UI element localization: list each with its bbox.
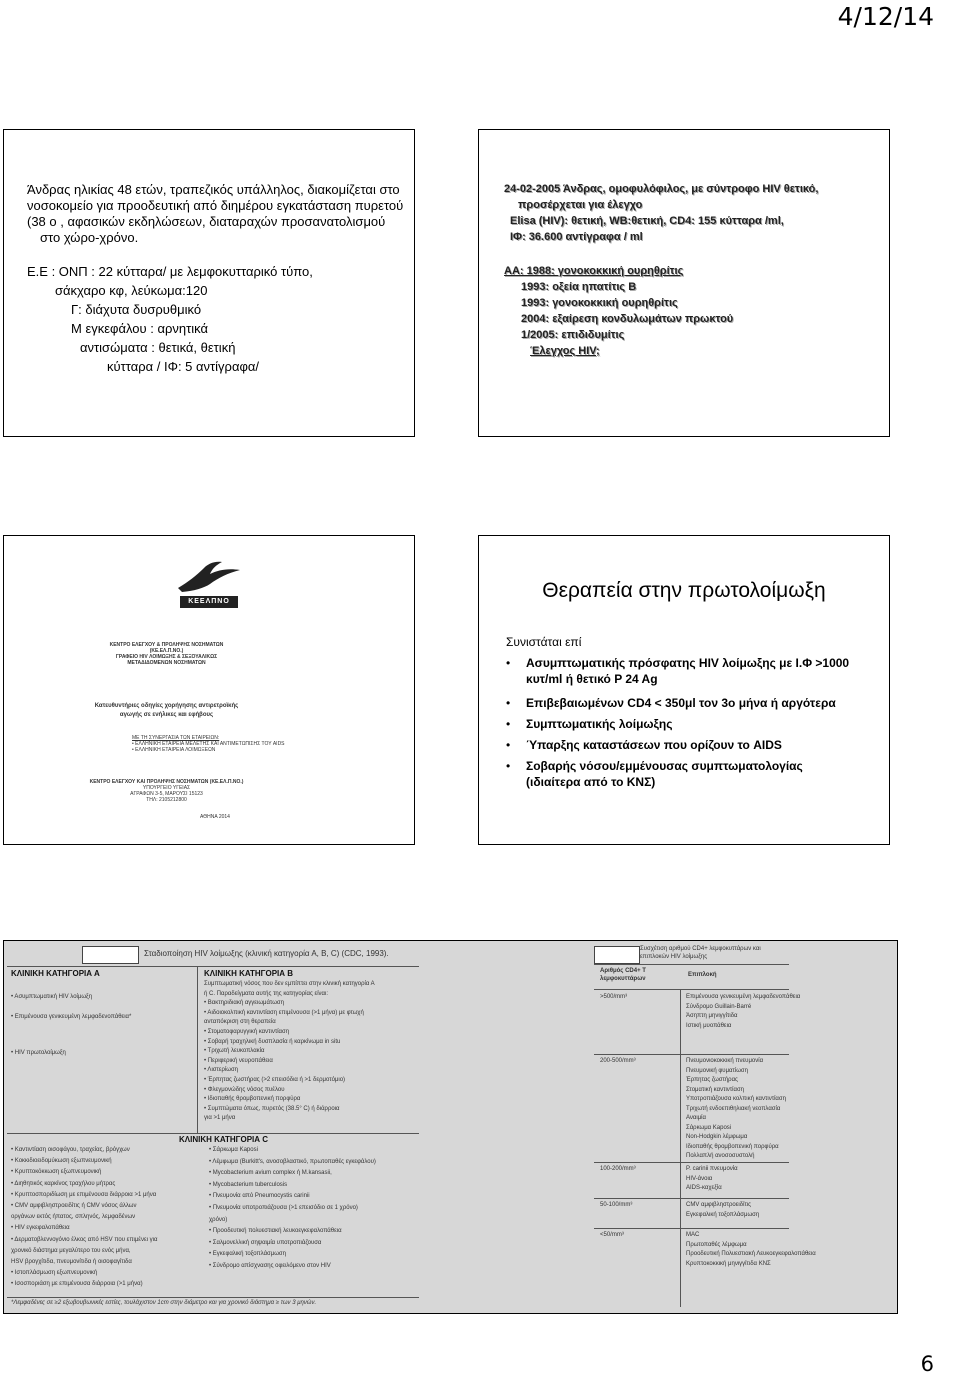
record-line: ΙΦ: 36.600 αντίγραφα / ml <box>510 231 643 243</box>
history-line: ΑΑ: 1988: γονοκοκκική ουρηθρίτις <box>504 265 684 277</box>
slide-title: Θεραπεία στην πρωτολοίμωξη <box>542 579 826 602</box>
keelpno-logo <box>174 558 244 616</box>
cat-a-item: • Επιμένουσα γενικευμένη λεμφαδενοπάθεια* <box>11 1014 132 1020</box>
row-divider <box>594 1198 789 1199</box>
record-line: προσέρχεται για έλεγχο <box>518 199 643 211</box>
case-line: στο χώρο-χρόνο. <box>40 230 139 245</box>
case-line: κύτταρα / ΙΦ: 5 αντίγραφα/ <box>107 359 260 374</box>
complication-item: Πνευμονιοκοκκική πνευμονία <box>686 1058 764 1064</box>
complication-item: Επιμένουσα γενικευμένη λεμφαδενοπάθεια <box>686 994 801 1000</box>
slide-primary-infection-therapy <box>478 535 890 845</box>
list-item: • Βακτηριδιακή αγγειωμάτωση <box>204 1000 284 1007</box>
cd4-range: <50/mm³ <box>600 1232 624 1238</box>
list-item: ή C. Παραδείγματα αυτής της κατηγορίας είναι: <box>204 990 329 997</box>
complication-item: AIDS-καχεξία <box>686 1185 722 1191</box>
list-item: • Mycobacterium tuberculosis <box>209 1181 288 1188</box>
list-item: • Λιστερίωση <box>204 1067 238 1074</box>
list-item: • Καντιντίαση οισοφάγου, τραχείας, βρόγχων <box>11 1147 130 1153</box>
complication-item: Προοδευτική Πολυεστιακή Λευκοεγκεφαλοπάθεια <box>686 1251 816 1257</box>
list-item: • Εγκεφαλική τοξοπλάσμωση <box>209 1251 286 1258</box>
list-item: για >1 μήνα <box>204 1115 236 1122</box>
list-item: • Περιφερική νευροπάθεια <box>204 1057 273 1064</box>
cat-a-item: • HIV πρωτολοίμωξη <box>11 1050 66 1056</box>
list-item: • Σάρκωμα Kaposi <box>209 1147 258 1153</box>
complication-item: Non-Hodgkin λέμφωμα <box>686 1134 748 1140</box>
doc-title-line: Κατευθυντήριες οδηγίες χορήγησης αντιρετροϊκής <box>94 703 239 709</box>
doc-footer-line: ΑΓΡΑΦΩΝ 3-5, ΜΑΡΟΥΣΙ 15123 <box>130 791 203 797</box>
list-item: • Προοδευτική πολυεστιακή λευκοεγκεφαλοπάθεια <box>209 1228 342 1235</box>
list-item: • Κρυπτοκόκκωση εξωπνευμονική <box>11 1169 102 1176</box>
list-item: • Σαλμονελλική σηψαιμία υποτροπιάζουσα <box>209 1239 322 1246</box>
complication-item: Πρωτοπαθές λέμφωμα <box>686 1241 747 1248</box>
slide-patient-record <box>478 129 890 437</box>
case-line: Άνδρας ηλικίας 48 ετών, τραπεζικός υπάλληλος, διακομίζεται στο <box>27 182 400 197</box>
list-item: • Συμπτώματα όπως, πυρετός (38.5° C) ή διάρροια <box>204 1105 340 1112</box>
list-item: • Στοματοφαρυγγική καντιντίαση <box>204 1029 290 1035</box>
doc-place: ΑΘΗΝΑ 2014 <box>200 814 230 820</box>
list-item: • Κρυπτοσποριδίωση με επιμένουσα διάρροια >1 μήνα <box>11 1191 157 1198</box>
staging-footnote: *Λεμφαδένες σε ≥2 εξωβουβωνικές εστίες, τουλάχιστον 1cm στην διάμετρο και για χρονικό διάστημα ≥ των 3 μηνών. <box>11 1300 317 1306</box>
list-item: • Τριχωτή λευκοπλακία <box>204 1048 265 1055</box>
list-item: χρόνο) <box>209 1216 228 1223</box>
title-label-box <box>594 946 640 964</box>
complication-item: Στοματική καντιντίαση <box>686 1086 744 1093</box>
history-line: Έλεγχος HIV; <box>530 345 600 357</box>
history-line: 1993: οξεία ηπατίτις Β <box>521 281 637 293</box>
list-item: • Mycobacterium avium complex ή M.kansasii, <box>209 1170 332 1177</box>
cat-a-item: • Ασυμπτωματική HIV λοίμωξη <box>11 994 93 1000</box>
doc-title-line: αγωγής σε ενήλικες και εφήβους <box>119 712 214 718</box>
list-item: οργάνων εκτός ήπατος, σπληνός, λεμφαδένων <box>11 1214 136 1221</box>
complication-item: Έρπητας ζωστήρας <box>686 1077 738 1083</box>
bullet-item: • Επιβεβαιωμένων CD4 < 350μl τον 3ο μήνα ή αργότερα <box>526 695 836 711</box>
complication-item: Υποτροπιάζουσα κολπική καντιντίαση <box>686 1096 786 1102</box>
row-divider <box>594 1162 789 1163</box>
slide-case-history <box>3 129 415 437</box>
list-item: χρονικό διάστημα μεγαλύτερο του ενός μήνα, <box>11 1247 131 1254</box>
complication-item: MAC <box>686 1232 700 1238</box>
complication-item: Άσηπτη μηνιγγίτιδα <box>686 1013 738 1019</box>
list-item: • Σοβαρή τραχηλική δυσπλασία ή καρκίνωμα in situ <box>204 1038 341 1045</box>
complication-item: Κρυπτοκοκκική μηνιγγίτιδα ΚΝΣ <box>686 1260 771 1267</box>
doc-header-line: (ΚΕ.ΕΛ.Π.ΝΟ.) <box>149 648 184 654</box>
bullet-item: • Σοβαρής νόσου/εμμένουσας συμπτωματολογίας (ιδιαίτερα από το ΚΝΣ) <box>526 758 803 790</box>
bullet-item: • Συμπτωματικής λοίμωξης <box>526 716 672 732</box>
list-item: • Ιδιοπαθής θρομβοπενική πορφύρα <box>204 1096 301 1103</box>
complication-col-header: Επιπλοκή <box>688 972 717 978</box>
staging-title: Σταδιοποίηση HIV λοίμωξης (κλινική κατηγορία Α, Β, C) (CDC, 1993). <box>144 949 389 958</box>
complication-item: Πνευμονική φυματίωση <box>686 1067 748 1074</box>
history-line: 1/2005: επιδιδυμίτις <box>521 329 625 341</box>
case-line: αντισώματα : θετικά, θετική <box>80 340 236 355</box>
complication-item: Εγκεφαλική τοξοπλάσμωση <box>686 1211 760 1218</box>
complication-item: Πολλαπλή ανοσοσυστολή <box>686 1153 755 1159</box>
case-line: Γ: διάχυτα δυσρυθμικό <box>71 302 202 317</box>
complication-item: Ιδιοπαθής θρομβοπενική πορφύρα <box>686 1143 779 1150</box>
bullet-item: • Ύπαρξης καταστάσεων που ορίζουν το AIDS <box>526 737 782 753</box>
case-line: (38 ο , αφασικών εκδηλώσεων, διαταραχών προσανατολισμού <box>27 214 386 229</box>
cd4-col-header: Αριθμός CD4+ Τ λεμφοκυττάρων <box>600 968 646 982</box>
cd4-range: 200-500/mm³ <box>600 1058 636 1064</box>
list-item: • HIV εγκεφαλοπάθεια <box>11 1225 70 1232</box>
list-item: • Σύνδρομο απίσχνασης οφειλόμενο στον HIV <box>209 1263 331 1269</box>
doc-footer-line: ΤΗΛ: 2105212800 <box>146 797 187 803</box>
cat-c-header: ΚΛΙΝΙΚΗ ΚΑΤΗΓΟΡΙΑ C <box>179 1135 269 1144</box>
doc-header-line: ΓΡΑΦΕΙΟ HIV ΛΟΙΜΩΞΗΣ & ΣΕΞΟΥΑΛΙΚΩΣ <box>115 654 218 660</box>
list-item: • Πνευμονία υποτροπιάζουσα (>1 επεισόδιο σε 1 χρόνο) <box>209 1205 358 1211</box>
doc-coop-line: • ΕΛΛΗΝΙΚΗ ΕΤΑΙΡΕΙΑ ΛΟΙΜΩΞΕΩΝ <box>132 747 216 753</box>
cd4-range: >500/mm³ <box>600 994 628 1000</box>
row-divider <box>594 1054 789 1055</box>
list-item: • Φλεγμονώδης νόσος πυέλου <box>204 1086 285 1093</box>
doc-coop-line: ΜΕ ΤΗ ΣΥΝΕΡΓΑΣΙΑ ΤΩΝ ΕΤΑΙΡΕΙΩΝ: <box>132 735 220 741</box>
cat-a-header: ΚΛΙΝΙΚΗ ΚΑΤΗΓΟΡΙΑ Α <box>11 969 100 978</box>
list-item: • CMV αμφιβληστροειδίτις ή CMV νόσος άλλων <box>11 1203 137 1209</box>
list-item: • Διηθητικός καρκίνος τραχήλου μήτρας <box>11 1180 116 1187</box>
slide-hiv-staging-scan <box>3 940 898 1314</box>
list-item: • Ισοσποριάση με επιμένουσα διάρροια (>1 μήνα) <box>11 1281 143 1288</box>
complication-item: Τριχωτή ενδοεπιθηλιακή νεοπλασία <box>686 1105 781 1112</box>
title-label-box <box>82 946 139 964</box>
logo-wordmark: ΚΕΕΛΠΝΟ <box>180 596 238 608</box>
doc-footer-line: ΚΕΝΤΡΟ ΕΛΕΓΧΟΥ ΚΑΙ ΠΡΟΛΗΨΗΣ ΝΟΣΗΜΑΤΩΝ (ΚΕ.ΕΛ.Π.ΝΟ.) <box>89 779 244 785</box>
list-item: HSV βρογχίτιδα, πνευμονίτιδα ή οισοφαγίτιδα <box>11 1259 132 1265</box>
case-line: νοσοκομείο για προοδευτική από διημέρου εγκατάσταση πυρετού <box>27 198 404 213</box>
case-line: σάκχαρο κφ, λεύκωμα:120 <box>55 283 208 298</box>
record-line: 24-02-2005 Άνδρας, ομοφυλόφιλος, με σύντροφο HIV θετικό, <box>504 183 819 195</box>
list-item: • Έρπητας ζωστήρας (>2 επεισόδια ή >1 δερμοτόμιο) <box>204 1077 346 1083</box>
cat-b-header: ΚΛΙΝΙΚΗ ΚΑΤΗΓΟΡΙΑ Β <box>204 969 294 978</box>
slide-intro: Συνιστάται επί <box>506 635 582 649</box>
list-item: • Κοκκιδιοειδομύκωση εξωπνευμονική <box>11 1158 112 1165</box>
complication-item: Σύνδρομο Guillain-Barré <box>686 1003 752 1010</box>
list-item: Συμπτωματική νόσος που δεν εμπίπτει στην κλινική κατηγορία Α <box>204 981 375 987</box>
complication-item: HIV-άνοια <box>686 1175 713 1182</box>
cd4-range: 100-200/mm³ <box>600 1166 636 1172</box>
complication-item: Σάρκωμα Kaposi <box>686 1124 732 1131</box>
list-item: • Δερματοβλεννογόνιο έλκος από HSV που επιμένει για <box>11 1236 158 1243</box>
list-item: • Αιδοιοκολπική καντιντίαση επιμένουσα (>1 μήνα) με φτωχή <box>204 1009 364 1016</box>
list-item: • Ιστοπλάσμωση εξωπνευμονική <box>11 1270 98 1277</box>
list-item: ανταπόκριση στη θεραπεία <box>204 1019 276 1026</box>
page-number: 6 <box>920 1352 934 1376</box>
record-line: Elisa (HIV): θετική, WB:θετική, CD4: 155 κύτταρα /ml, <box>510 215 784 227</box>
complication-item: Ιστική μυοπάθεια <box>686 1022 732 1029</box>
dove-icon <box>174 558 244 598</box>
slide-guidelines-cover <box>3 535 415 845</box>
list-item: • Λέμφωμα (Burkitt's, ανοσοβλαστικό, πρωτοπαθές εγκεφάλου) <box>209 1158 376 1165</box>
doc-coop-line: • ΕΛΛΗΝΙΚΗ ΕΤΑΙΡΕΙΑ ΜΕΛΕΤΗΣ ΚΑΙ ΑΝΤΙΜΕΤΩΠΙΣΗΣ ΤΟΥ AIDS <box>132 741 285 747</box>
doc-header-line: ΚΕΝΤΡΟ ΕΛΕΓΧΟΥ & ΠΡΟΛΗΨΗΣ ΝΟΣΗΜΑΤΩΝ <box>109 642 224 648</box>
cd4-title: Συσχέτιση αριθμού CD4+ λεμφοκυττάρων και επιπλοκών HIV λοίμωξης <box>640 946 761 960</box>
case-line: Ε.Ε : ΟΝΠ : 22 κύτταρα/ με λεμφοκυτταρικό τύπο, <box>27 264 313 279</box>
case-line: Μ εγκεφάλου : αρνητικά <box>71 321 208 336</box>
doc-header-line: ΜΕΤΑΔΙΔΟΜΕΝΩΝ ΝΟΣΗΜΑΤΩΝ <box>127 660 206 666</box>
complication-item: CMV αμφιβληστροειδίτις <box>686 1202 752 1208</box>
page-date: 4/12/14 <box>837 2 934 31</box>
complication-item: Αναιμία <box>686 1115 706 1121</box>
row-divider <box>594 1228 789 1229</box>
cd4-range: 50-100/mm³ <box>600 1202 633 1208</box>
history-line: 2004: εξαίρεση κονδυλωμάτων πρωκτού <box>521 313 734 325</box>
history-line: 1993: γονοκοκκική ουρηθρίτις <box>521 297 678 309</box>
list-item: • Πνευμονία από Pneumocystis carinii <box>209 1193 310 1200</box>
doc-footer-line: ΥΠΟΥΡΓΕΙΟ ΥΓΕΙΑΣ <box>142 785 191 791</box>
bullet-item: • Ασυμπτωματικής πρόσφατης HIV λοίμωξης με Ι.Φ >1000 κυτ/ml ή θετικό P 24 Ag <box>526 655 849 687</box>
complication-item: P. carinii πνευμονία <box>686 1166 738 1172</box>
